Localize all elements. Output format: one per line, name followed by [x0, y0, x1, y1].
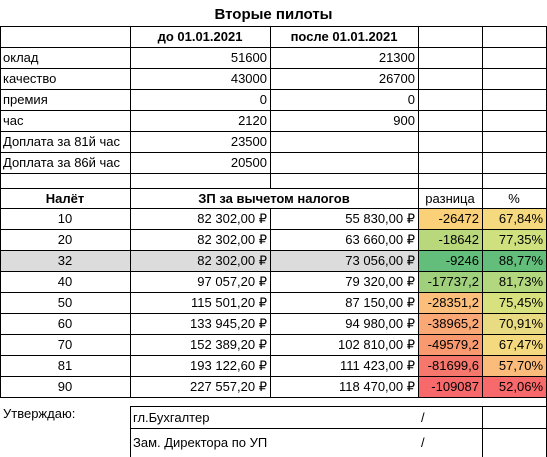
salary-before[interactable]: 133 945,20 ₽: [190, 316, 267, 331]
grid-line: [0, 188, 1, 208]
salary-pct[interactable]: 77,35%: [482, 229, 546, 250]
salary-diff[interactable]: -28351,2: [418, 292, 482, 313]
grid-line: [0, 355, 546, 356]
param-label[interactable]: час: [3, 113, 24, 128]
grid-line: [130, 173, 131, 188]
grid-line: [0, 292, 546, 293]
salary-after[interactable]: 55 830,00 ₽: [345, 211, 415, 226]
salary-diff[interactable]: -81699,6: [418, 355, 482, 376]
salary-hours[interactable]: 90: [57, 379, 73, 394]
grid-line: [130, 208, 131, 398]
salary-before[interactable]: 115 501,20 ₽: [191, 295, 267, 310]
grid-line: [0, 131, 546, 132]
grid-line: [0, 26, 1, 174]
salary-pct[interactable]: 75,45%: [482, 292, 546, 313]
salary-pct[interactable]: 81,73%: [482, 271, 546, 292]
grid-line: [0, 334, 546, 335]
params-header-before: до 01.01.2021: [157, 29, 243, 44]
grid-line: [418, 208, 419, 398]
salary-before[interactable]: 152 389,20 ₽: [190, 337, 267, 352]
grid-line: [0, 89, 546, 90]
salary-after[interactable]: 118 470,00 ₽: [339, 379, 415, 394]
salary-hours[interactable]: 32: [0, 250, 130, 271]
param-label[interactable]: премия: [3, 92, 48, 107]
salary-header-net-pay: ЗП за вычетом налогов: [198, 190, 350, 206]
salary-after[interactable]: 63 660,00 ₽: [345, 232, 415, 247]
grid-line: [130, 406, 131, 457]
grid-line: [418, 26, 419, 174]
param-label[interactable]: Доплата за 81й час: [3, 134, 121, 149]
grid-line: [130, 188, 131, 208]
grid-line: [270, 208, 271, 398]
salary-hours[interactable]: 70: [57, 337, 73, 352]
param-before-value[interactable]: 51600: [230, 50, 267, 65]
param-after-value[interactable]: 0: [407, 92, 415, 107]
grid-line: [270, 26, 271, 174]
salary-after[interactable]: 102 810,00 ₽: [338, 337, 415, 352]
param-before-value[interactable]: 23500: [230, 134, 267, 149]
grid-line: [482, 26, 483, 174]
grid-line: [0, 208, 1, 398]
grid-line: [270, 173, 271, 188]
salary-pct[interactable]: 57,70%: [482, 355, 546, 376]
grid-line: [0, 229, 546, 230]
salary-diff[interactable]: -17737,2: [418, 271, 482, 292]
salary-before[interactable]: 82 302,00 ₽: [130, 250, 270, 271]
salary-after[interactable]: 87 150,00 ₽: [345, 295, 415, 310]
salary-hours[interactable]: 10: [57, 211, 73, 226]
salary-pct[interactable]: 70,91%: [482, 313, 546, 334]
salary-hours[interactable]: 50: [57, 295, 73, 310]
grid-line: [130, 406, 546, 407]
salary-header-diff: разница: [425, 190, 475, 206]
grid-line: [0, 271, 546, 272]
salary-hours[interactable]: 40: [57, 274, 73, 289]
salary-after[interactable]: 94 980,00 ₽: [345, 316, 415, 331]
grid-line: [482, 406, 483, 457]
param-before-value[interactable]: 0: [259, 92, 267, 107]
salary-after[interactable]: 79 320,00 ₽: [345, 274, 415, 289]
grid-line: [482, 173, 483, 188]
grid-line: [0, 47, 546, 48]
grid-line: [0, 68, 546, 69]
param-before-value[interactable]: 20500: [230, 155, 267, 170]
signer-role: Зам. Директора по УП: [133, 434, 268, 450]
salary-before[interactable]: 193 122,60 ₽: [190, 358, 267, 373]
grid-line: [418, 173, 419, 188]
grid-line: [0, 397, 546, 398]
grid-line: [418, 188, 419, 208]
salary-pct[interactable]: 67,47%: [482, 334, 546, 355]
salary-before[interactable]: 227 557,20 ₽: [190, 379, 267, 394]
grid-line: [0, 188, 546, 189]
param-label[interactable]: качество: [3, 71, 57, 86]
param-label[interactable]: Доплата за 86й час: [3, 155, 121, 170]
salary-header-hours: Налёт: [45, 190, 85, 206]
param-before-value[interactable]: 43000: [230, 71, 267, 86]
salary-diff[interactable]: -109087: [418, 376, 482, 397]
params-header-after: после 01.01.2021: [290, 29, 398, 44]
grid-line: [130, 26, 131, 174]
salary-diff[interactable]: -49579,2: [418, 334, 482, 355]
param-after-value[interactable]: 21300: [378, 50, 415, 65]
param-before-value[interactable]: 2120: [238, 113, 267, 128]
signature-slash: /: [421, 434, 425, 450]
salary-before[interactable]: 97 057,20 ₽: [197, 274, 267, 289]
salary-header-pct: %: [508, 190, 520, 206]
salary-pct[interactable]: 88,77%: [482, 250, 546, 271]
salary-pct[interactable]: 52,06%: [482, 376, 546, 397]
salary-hours[interactable]: 20: [57, 232, 73, 247]
salary-pct[interactable]: 67,84%: [482, 208, 546, 229]
param-after-value[interactable]: [270, 131, 418, 152]
grid-line: [0, 173, 546, 174]
grid-line: [482, 208, 483, 398]
salary-after[interactable]: 73 056,00 ₽: [270, 250, 418, 271]
param-after-value[interactable]: [270, 152, 418, 173]
salary-before[interactable]: 82 302,00 ₽: [197, 232, 267, 247]
grid-line: [0, 152, 546, 153]
salary-after[interactable]: 111 423,00 ₽: [339, 358, 415, 373]
grid-line: [0, 250, 546, 251]
salary-hours[interactable]: 60: [57, 316, 73, 331]
salary-diff[interactable]: -38965,2: [418, 313, 482, 334]
grid-line: [482, 188, 483, 208]
approval-label: Утверждаю:: [3, 405, 76, 421]
param-after-value[interactable]: 26700: [378, 71, 415, 86]
grid-line: [0, 110, 546, 111]
salary-before[interactable]: 82 302,00 ₽: [197, 211, 267, 226]
grid-line: [0, 376, 546, 377]
salary-diff[interactable]: -26472: [418, 208, 482, 229]
grid-line: [0, 26, 546, 27]
grid-line: [0, 173, 1, 188]
signer-role: гл.Бухгалтер: [133, 409, 210, 425]
salary-diff[interactable]: -18642: [418, 229, 482, 250]
salary-hours[interactable]: 81: [57, 358, 73, 373]
grid-line: [0, 313, 546, 314]
salary-diff[interactable]: -9246: [418, 250, 482, 271]
param-label[interactable]: оклад: [3, 50, 39, 65]
grid-line: [0, 208, 546, 209]
param-after-value[interactable]: 900: [393, 113, 415, 128]
grid-line: [130, 428, 546, 429]
signature-slash: /: [421, 409, 425, 425]
sheet-title: Вторые пилоты: [214, 5, 333, 23]
